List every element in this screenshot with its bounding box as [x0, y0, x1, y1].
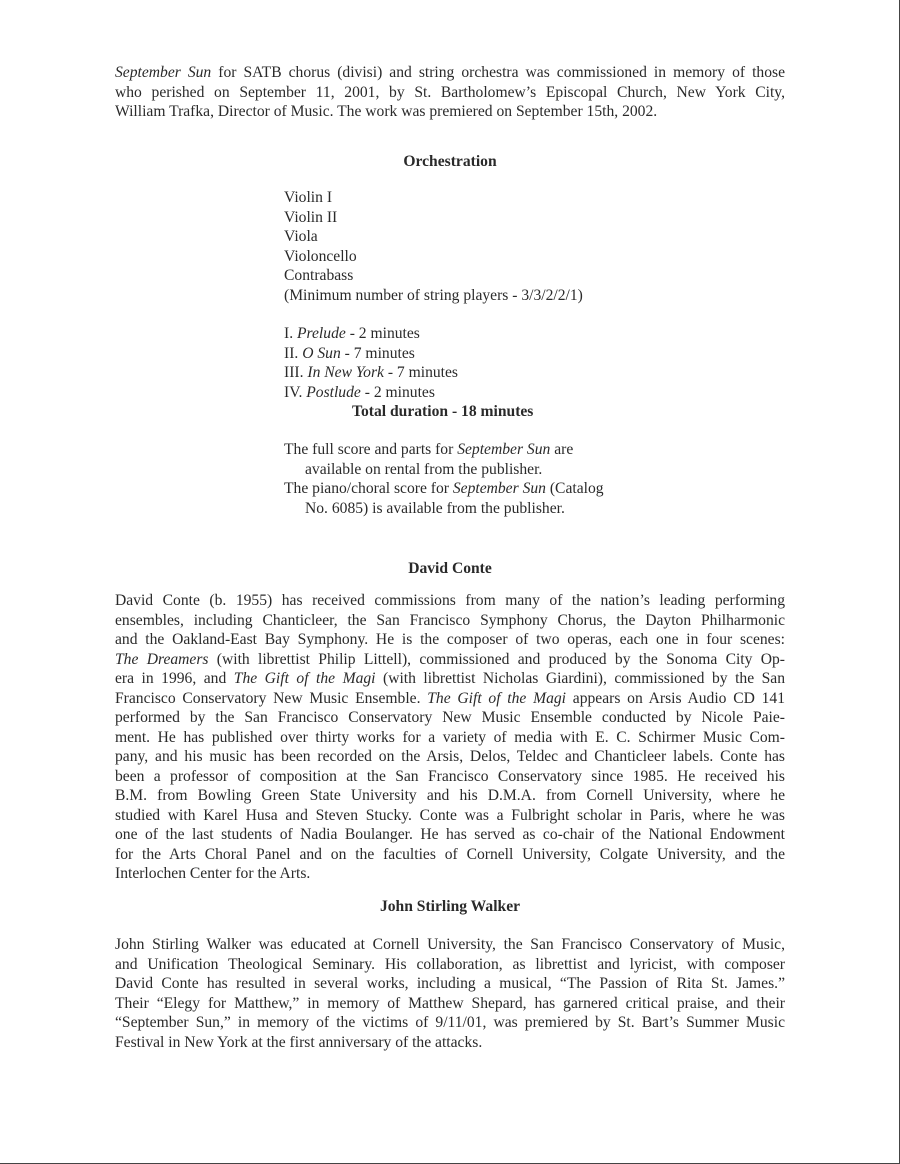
bio-line: David Conte has resulted in several works, including a musical, “The Passion of Rita St. James.” — [115, 975, 785, 992]
instrument-item: Violoncello — [284, 247, 357, 265]
movement-item: I. Prelude - 2 minutes — [284, 325, 420, 342]
bio-line: David Conte (b. 1955) has received commissions from many of the nation’s leading performing — [115, 592, 785, 609]
conte-bio — [115, 591, 785, 884]
instrument-item: Contrabass — [284, 267, 354, 284]
walker-bio — [115, 935, 785, 1052]
bio-line: Their “Elegy for Matthew,” in memory of Matthew Shepard, has garnered critical praise, and their — [115, 994, 785, 1012]
bio-line: Interlochen Center for the Arts. — [115, 865, 311, 882]
bio-line: studied with Karel Husa and Steven Stucky. Conte was a Fulbright scholar in Paris, where he was — [115, 806, 785, 824]
piano-score-note-line-2: No. 6085) is available from the publisher. — [305, 499, 565, 517]
bio-line: “September Sun,” in memory of the victims of 9/11/01, was premiered by St. Bart’s Summer Music — [115, 1014, 785, 1031]
movement-item: IV. Postlude - 2 minutes — [284, 383, 435, 401]
instrument-item: Viola — [284, 228, 318, 245]
bio-line: The Dreamers (with librettist Philip Littell), commissioned and produced by the Sonoma City Op- — [115, 650, 785, 668]
piano-score-note-line-1: The piano/choral score for September Sun (Catalog — [284, 480, 604, 497]
bio-line: era in 1996, and The Gift of the Magi (with librettist Nicholas Giardini), commissioned by the San — [115, 670, 786, 687]
bio-line: and the Oakland-East Bay Symphony. He is the composer of two operas, each one in four scenes: — [115, 631, 785, 648]
intro-line-1: September Sun for SATB chorus (divisi) and string orchestra was commissioned in memory of those — [115, 64, 785, 81]
intro-line-2: who perished on September 11, 2001, by St. Bartholomew’s Episcopal Church, New York City, — [115, 83, 785, 101]
bio-line: ment. He has published over thirty works for a variety of media with E. C. Schirmer Music Com- — [115, 728, 785, 746]
rental-note-line-1: The full score and parts for September Sun are — [284, 441, 574, 458]
total-duration: Total duration - 18 minutes — [352, 403, 534, 420]
bio-line: and Unification Theological Seminary. His collaboration, as librettist and lyricist, with composer — [115, 955, 785, 973]
orchestration-heading: Orchestration — [403, 153, 497, 170]
bio-line: pany, and his music has been recorded on the Arsis, Delos, Teldec and Chanticleer labels. Conte has — [115, 748, 785, 765]
walker-heading: John Stirling Walker — [379, 898, 521, 915]
bio-line: Francisco Conservatory New Music Ensemble. The Gift of the Magi appears on Arsis Audio CD 141 — [115, 689, 786, 707]
bio-line: for the Arts Choral Panel and on the faculties of Cornell University, Colgate University, and the — [115, 845, 785, 863]
bio-line: ensembles, including Chanticleer, the San Francisco Symphony Chorus, the Dayton Philharmonic — [115, 611, 785, 629]
intro-paragraph — [115, 63, 785, 122]
intro-line-3: William Trafka, Director of Music. The work was premiered on September 15th, 2002. — [115, 103, 658, 120]
availability-notes — [284, 440, 604, 518]
bio-line: B.M. from Bowling Green State University and his D.M.A. from Cornell University, where he — [115, 787, 785, 804]
instrument-item: Violin I — [284, 189, 333, 206]
instrument-list — [284, 188, 583, 305]
instrument-item: Violin II — [284, 208, 338, 226]
bio-line: been a professor of composition at the San Francisco Conservatory since 1985. He received his — [115, 767, 785, 785]
bio-line: one of the last students of Nadia Boulanger. He has served as co-chair of the National Endowment — [115, 826, 785, 843]
movement-item: II. O Sun - 7 minutes — [284, 344, 415, 362]
movement-item: III. In New York - 7 minutes — [284, 364, 459, 381]
bio-line: Festival in New York at the first anniversary of the attacks. — [115, 1033, 483, 1051]
bio-line: performed by the San Francisco Conservatory New Music Ensemble conducted by Nicole Paie- — [115, 709, 785, 726]
minimum-players-note: (Minimum number of string players - 3/3/2/2/1) — [284, 286, 583, 304]
movement-list — [284, 324, 458, 402]
rental-note-line-2: available on rental from the publisher. — [305, 460, 543, 478]
conte-heading: David Conte — [408, 560, 492, 577]
work-title: September Sun — [115, 64, 212, 81]
bio-line: John Stirling Walker was educated at Cornell University, the San Francisco Conservatory of Music, — [115, 936, 785, 953]
